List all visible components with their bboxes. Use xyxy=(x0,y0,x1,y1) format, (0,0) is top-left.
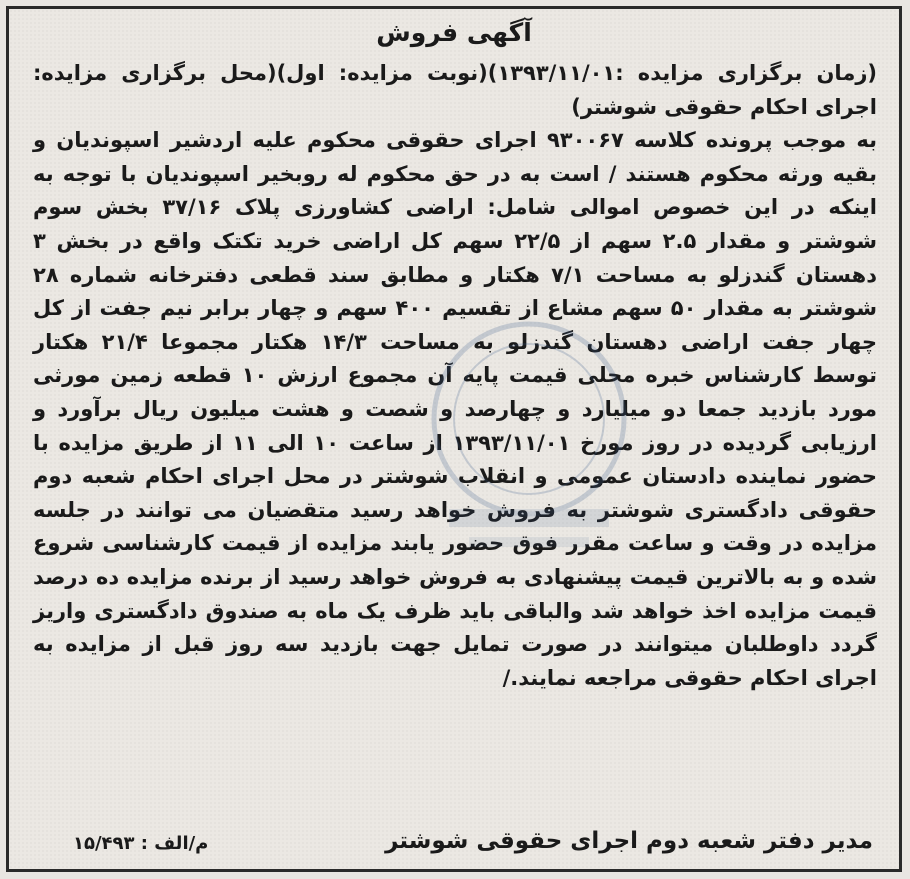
auction-details-paragraph: (زمان برگزاری مزایده :۱۳۹۳/۱۱/۰۱)(نوبت مزایده: اول)(محل برگزاری مزایده: اجرای احکام حقوقی شوشتر) xyxy=(33,61,878,119)
notice-title: آگهی فروش xyxy=(376,18,532,47)
auction-description-paragraph: به موجب پرونده کلاسه ۹۳۰۰۶۷ اجرای حقوقی محکوم علیه اردشیر اسپوندیان و بقیه ورثه محکوم هستند / است به در حق محکوم له روبخیر اسپوندیان با توجه به اینکه در این خصوص اموالی شامل: اراضی کشاورزی پلاک ۳۷/۱۶ بخش سوم شوشتر و مقدار ۲.۵ سهم از ۲۲/۵ سهم کل اراضی خرید تکتک واقع در بخش ۳ دهستان گندزلو به مساحت ۷/۱ هکتار و مطابق سند قطعی دفترخانه شماره ۲۸ شوشتر به مقدار ۵۰ سهم مشاع از تقسیم ۴۰۰ سهم و چهار برابر نیم جفت از کل چهار جفت اراضی دهستان گندزلو به مساحت ۱۴/۳ هکتار مجموعا ۲۱/۴ هکتار توسط کارشناس خبره محلی قیمت پایه آن مجموع ارزش ۱۰ قطعه زمین مورثی مورد بازدید جمعا دو میلیارد و چهارصد و شصت و هشت میلیون ریال برآورد و ارزیابی گردیده در روز مورخ ۱۳۹۳/۱۱/۰۱ از ساعت ۱۰ الی ۱۱ از طریق مزایده با حضور نماینده دادستان عمومی و انقلاب شوشتر در محل اجرای احکام شعبه دوم حقوقی دادگستری شوشتر به فروش خواهد رسید متقضیان می توانند در جلسه مزایده در وقت و ساعت مقرر فوق حضور یابند مزایده از قیمت کارشناسی شروع شده و به بالاترین قیمت پیشنهادی به فروش خواهد رسید از برنده مزایده ده درصد قیمت مزایده اخذ خواهد شد والباقی باید ظرف یک ماه به صندوق دادگستری واریز گردد داوطلبان میتوانند در صورت تمایل جهت بازدید سه روز قبل از مزایده به اجرای احکام حقوقی مراجعه نمایند./ xyxy=(33,128,878,690)
reference-number: م/الف : ۱۵/۴۹۳ xyxy=(73,833,209,854)
signature-line: مدیر دفتر شعبه دوم اجرای حقوقی شوشتر xyxy=(385,828,873,854)
notice-body xyxy=(33,57,877,695)
auction-notice xyxy=(6,6,902,872)
